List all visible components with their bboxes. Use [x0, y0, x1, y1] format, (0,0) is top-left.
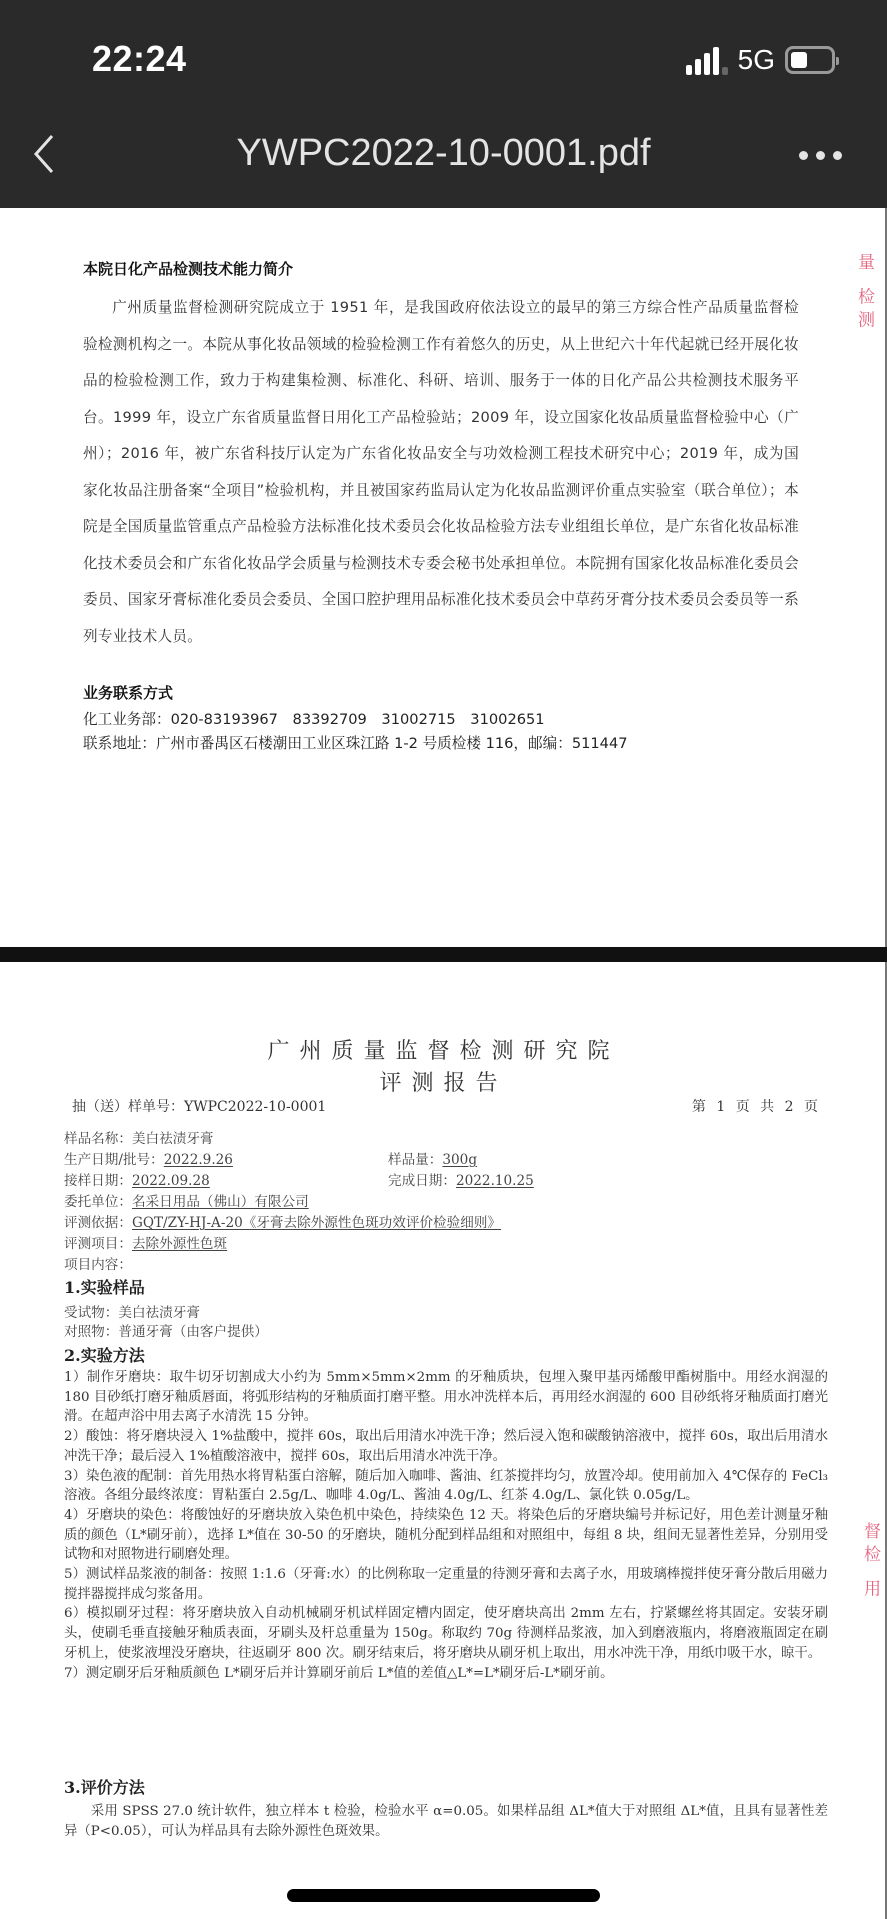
- page1-body: 广州质量监督检测研究院成立于 1951 年，是我国政府依法设立的最早的第三方综合性产品质量监督检验检测机构之一。本院从事化妆品领域的检验检测工作有着悠久的历史，从上世纪六十年代起就已经开展化妆品的检验检测工作，致力于构建集检测、标准化、科研、培训、服务于一体的日化产品公共检测技术服务平台。1999 年，设立广东省质量监督日用化工产品检验站；2009 年，设立国家化妆品质量监督检验中心（广州）；2016 年，被广东省科技厅认定为广东省化妆品安全与功效检测工程技术研究中心；2019 年，成为国家化妆品注册备案“全项目”检验机构，并且被国家药监局认定为化妆品监测评价重点实验室（联合单位）；本院是全国质量监管重点产品检验方法标准化技术委员会化妆品检验方法专业组组长单位，是广东省化妆品标准化技术委员会和广东省化妆品学会质量与检测技术专委会秘书处承担单位。本院拥有国家化妆品标准化委员会委员、国家牙膏标准化委员会委员、全国口腔护理用品标准化技术委员会中草药牙膏分技术委员会委员等一系列专业技术人员。: [83, 299, 799, 645]
- field-receive-date: [64, 1169, 210, 1189]
- method-step-2: 2）酸蚀：将牙磨块浸入 1%盐酸中，搅拌 60s，取出后用清水冲洗干净；然后浸入饱和碳酸钠溶液中，搅拌 60s，取出后用清水冲洗干净；最后浸入 1%植酸溶液中，搅拌 60s，取出后用清水冲洗干净。: [64, 1429, 828, 1464]
- method-step-1: 1）制作牙磨块：取牛切牙切割成大小约为 5mm×5mm×2mm 的牙釉质块，包埋入聚甲基丙烯酸甲酯树脂中。用经水润湿的 180 目砂纸打磨牙釉质唇面，将弧形结构的牙釉质面打磨平整。用水冲洗样本后，再用经水润湿的 600 目砂纸将牙釉质面打磨光滑。在超声浴中用去离子水清洗 15 分钟。: [64, 1370, 828, 1425]
- method-step-4: 4）牙磨块的染色：将酸蚀好的牙磨块放入染色机中染色，持续染色 12 天。将染色后的牙磨块编号并标记好，用色差计测量牙釉质的颜色（L*刷牙前），选择 L*值在 30-50 的牙磨块，随机分配到样品组和对照组中，每组 8 块，组间无显著性差异，分别用受试物和对照物进行刷磨处理。: [64, 1507, 828, 1563]
- field-value: 300g: [442, 1152, 478, 1168]
- field-label: 样品名称：: [64, 1131, 132, 1147]
- method-step-7: 7）测定刷牙后牙釉质颜色 L*刷牙后并计算刷牙前后 L*值的差值△L*=L*刷牙后-L*刷牙前。: [64, 1665, 614, 1681]
- section-3-heading: 3.评价方法: [64, 1778, 145, 1797]
- signal-icon: [686, 45, 728, 75]
- contact-address: 联系地址：广州市番禺区石楼潮田工业区珠江路 1-2 号质检楼 116，邮编：511447: [83, 735, 628, 752]
- top-bar: [0, 0, 887, 208]
- more-options-button[interactable]: [799, 140, 849, 170]
- pdf-page-2: [0, 962, 887, 1919]
- field-client: [64, 1190, 309, 1210]
- network-label: 5G: [737, 44, 775, 75]
- seal-stamp: 量 检测: [854, 253, 874, 334]
- document-title: YWPC2022-10-0001.pdf: [236, 132, 651, 174]
- control-item: 对照物：普通牙膏（由客户提供）: [64, 1324, 268, 1340]
- section-2-heading: 2.实验方法: [64, 1346, 145, 1365]
- field-sample-name: [64, 1127, 214, 1147]
- field-basis: [64, 1211, 501, 1231]
- field-value: 去除外源性色斑: [131, 1236, 228, 1252]
- field-quantity: [388, 1148, 477, 1168]
- method-steps: [64, 1368, 828, 1683]
- seal-stamp: 督检 用: [860, 1522, 880, 1603]
- home-indicator[interactable]: [287, 1889, 600, 1902]
- field-label: 完成日期：: [388, 1173, 456, 1189]
- field-label: 委托单位：: [64, 1194, 132, 1210]
- field-label: 评测项目：: [64, 1236, 132, 1252]
- report-institution-title: 广州质量监督检测研究院: [267, 1039, 620, 1064]
- field-value: 2022.9.26: [163, 1152, 233, 1168]
- contact-heading: 业务联系方式: [83, 684, 174, 702]
- page1-heading: 本院日化产品检测技术能力简介: [83, 260, 294, 278]
- evaluation-method: 采用 SPSS 27.0 统计软件，独立样本 t 检验，检验水平 α=0.05。如果样品组 ΔL*值大于对照组 ΔL*值，且具有显著性差异（P<0.05），可认为样品具有去除外源性色斑效果。: [64, 1804, 828, 1839]
- method-step-6: 6）模拟刷牙过程：将牙磨块放入自动机械刷牙机试样固定槽内固定，使牙磨块高出 2mm 左右，拧紧螺丝将其固定。安装牙刷头，使刷毛垂直接触牙釉质表面，牙刷头及杆总重量为 150g。称取约 70g 待测样品浆液，加入到磨液瓶内，将磨液瓶固定在刷牙机上，使浆液埋没牙磨块，往返刷牙 800 次。刷牙结束后，将牙磨块从刷牙机上取出，用水冲洗干净，用纸巾吸干水，晾干。: [64, 1606, 828, 1661]
- sample-number: [72, 1096, 326, 1116]
- battery-icon: [785, 46, 835, 74]
- field-value: 2022.10.25: [455, 1173, 534, 1189]
- field-item: [64, 1232, 227, 1252]
- contact-phone: 化工业务部：020-83193967 83392709 31002715 31002651: [83, 711, 545, 728]
- more-horizontal-icon: [799, 151, 808, 160]
- field-content: 项目内容：: [64, 1257, 132, 1273]
- field-label: 评测依据：: [64, 1215, 132, 1231]
- status-time: 22:24: [92, 38, 187, 79]
- field-complete-date: [388, 1169, 534, 1189]
- field-production-date: [64, 1148, 233, 1168]
- field-value: 美白祛渍牙膏: [131, 1131, 214, 1147]
- page-separator: [0, 947, 887, 962]
- sample-number-value: YWPC2022-10-0001: [184, 1099, 327, 1115]
- pdf-page-1: [0, 208, 887, 948]
- field-label: 样品量：: [388, 1152, 443, 1168]
- field-label: 生产日期/批号：: [64, 1152, 164, 1168]
- field-label: 接样日期：: [64, 1173, 132, 1189]
- test-item: 受试物：美白祛渍牙膏: [64, 1305, 200, 1321]
- field-value: 名采日用品（佛山）有限公司: [131, 1194, 309, 1210]
- field-value: 2022.09.28: [131, 1173, 210, 1189]
- method-step-5: 5）测试样品浆液的制备：按照 1:1.6（牙膏:水）的比例称取一定重量的待测牙膏和去离子水，用玻璃棒搅拌使牙膏分散后用磁力搅拌器搅拌成匀浆备用。: [64, 1567, 828, 1602]
- page-indicator: 第 1 页 共 2 页: [691, 1099, 821, 1115]
- section-1-heading: 1.实验样品: [64, 1278, 145, 1297]
- status-icons: [686, 42, 835, 78]
- field-value: GQT/ZY-HJ-A-20《牙膏去除外源性色斑功效评价检验细则》: [131, 1215, 502, 1231]
- sample-number-label: 抽（送）样单号：: [72, 1099, 184, 1115]
- method-step-3: 3）染色液的配制：首先用热水将胃粘蛋白溶解，随后加入咖啡、酱油、红茶搅拌均匀，放置冷却。使用前加入 4℃保存的 FeCl₃ 溶液。各组分最终浓度：胃粘蛋白 2.5g/L、咖啡 4.0g/L、酱油 4.0g/L、红茶 4.0g/L、氯化铁 0.05g/L。: [64, 1468, 828, 1504]
- report-subtitle: 评测报告: [379, 1071, 508, 1096]
